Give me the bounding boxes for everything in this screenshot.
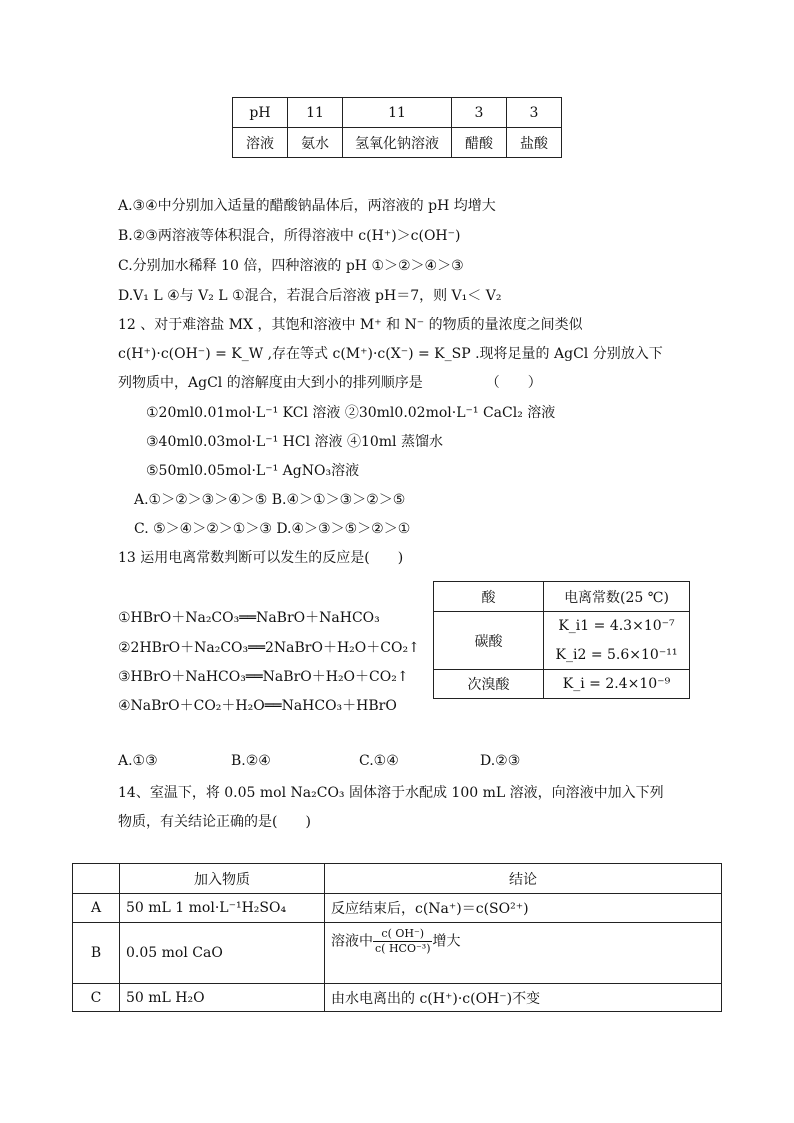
- ph-header-0: pH: [233, 98, 288, 128]
- q14-row-b-label: B: [73, 923, 120, 984]
- q13-reaction-1: ①HBrO＋Na₂CO₃══NaBrO＋NaHCO₃: [118, 610, 380, 626]
- q12-stem-line1: 12 、对于难溶盐 MX ，其饱和溶液中 M⁺ 和 N⁻ 的物质的量浓度之间类似: [118, 317, 583, 333]
- q12-options-cd: C. ⑤＞④＞②＞①＞③ D.④＞③＞⑤＞②＞①: [134, 521, 411, 537]
- q13-option-c: C.①④: [359, 753, 399, 769]
- solution-3: 醋酸: [452, 128, 507, 158]
- q14-row-b-fraction: [373, 927, 432, 956]
- q13-reaction-4: ④NaBrO＋CO₂＋H₂O══NaHCO₃＋HBrO: [118, 698, 397, 714]
- solution-4: 盐酸: [507, 128, 562, 158]
- q13-option-a: A.①③: [118, 753, 158, 769]
- ionization-constant-table: [433, 581, 690, 699]
- q11-option-a: A.③④中分别加入适量的醋酸钠晶体后，两溶液的 pH 均增大: [118, 198, 496, 214]
- q12-stem-line2: c(H⁺)·c(OH⁻) = K_W ,存在等式 c(M⁺)·c(X⁻) = K_SP .现将足量的 AgCl 分别放入下: [118, 346, 663, 362]
- ph-table: [232, 97, 562, 158]
- acid-hypobromous: 次溴酸: [434, 670, 544, 699]
- q13-reaction-3: ③HBrO＋NaHCO₃══NaBrO＋H₂O＋CO₂↑: [118, 669, 409, 685]
- q14-row-a-substance: 50 mL 1 mol·L⁻¹H₂SO₄: [120, 894, 325, 923]
- ph-header-3: 3: [452, 98, 507, 128]
- ph-header-2: 11: [343, 98, 452, 128]
- q14-header-substance: 加入物质: [120, 864, 325, 894]
- q14-header-blank: [73, 864, 120, 894]
- q12-stem-line3: 列物质中，AgCl 的溶解度由大到小的排列顺序是 （ ）: [118, 375, 542, 391]
- constant-k1: K_i1 = 4.3×10⁻⁷: [544, 612, 690, 641]
- q14-row-b-substance: 0.05 mol CaO: [120, 923, 325, 984]
- q14-table: [72, 863, 722, 1012]
- ph-header-1: 11: [288, 98, 343, 128]
- q14-row-b-suffix: 增大: [432, 933, 461, 950]
- q14-row-c-conclusion: 由水电离出的 c(H⁺)·c(OH⁻)不变: [325, 984, 722, 1012]
- solution-label: 溶液: [233, 128, 288, 158]
- q14-row-a-label: A: [73, 894, 120, 923]
- fraction-numerator: c( OH⁻): [373, 927, 432, 942]
- q13-reaction-2: ②2HBrO＋Na₂CO₃══2NaBrO＋H₂O＋CO₂↑: [118, 640, 420, 656]
- q12-item-1: ①20ml0.01mol·L⁻¹ KCl 溶液 ②30ml0.02mol·L⁻¹ CaCl₂ 溶液: [146, 405, 556, 421]
- q14-header-conclusion: 结论: [325, 864, 722, 894]
- q12-item-2: ③40ml0.03mol·L⁻¹ HCl 溶液 ④10ml 蒸馏水: [146, 434, 443, 450]
- q14-row-b-conclusion: [325, 923, 722, 984]
- constant-k2: K_i2 = 5.6×10⁻¹¹: [544, 641, 690, 670]
- q11-option-d: D.V₁ L ④与 V₂ L ①混合，若混合后溶液 pH＝7，则 V₁＜ V₂: [118, 288, 502, 304]
- solution-2: 氢氧化钠溶液: [343, 128, 452, 158]
- q14-stem-line2: 物质，有关结论正确的是( ): [118, 814, 311, 830]
- acid-carbonic: 碳酸: [434, 612, 544, 670]
- q14-stem-line1: 14、室温下，将 0.05 mol Na₂CO₃ 固体溶于水配成 100 mL 溶液，向溶液中加入下列: [118, 785, 664, 801]
- q12-item-3: ⑤50ml0.05mol·L⁻¹ AgNO₃溶液: [146, 463, 360, 479]
- q13-option-b: B.②④: [231, 753, 271, 769]
- fraction-denominator: c( HCO⁻³): [375, 942, 431, 955]
- solution-1: 氨水: [288, 128, 343, 158]
- constant-header: 电离常数(25 ℃): [544, 582, 690, 612]
- acid-header: 酸: [434, 582, 544, 612]
- q12-options-ab: A.①＞②＞③＞④＞⑤ B.④＞①＞③＞②＞⑤: [134, 492, 406, 508]
- q11-option-b: B.②③两溶液等体积混合，所得溶液中 c(H⁺)＞c(OH⁻): [118, 228, 461, 244]
- q13-option-d: D.②③: [480, 753, 521, 769]
- ph-header-4: 3: [507, 98, 562, 128]
- q14-row-b-prefix: 溶液中: [331, 933, 373, 950]
- q14-row-c-substance: 50 mL H₂O: [120, 984, 325, 1012]
- q13-stem: 13 运用电离常数判断可以发生的反应是( ): [118, 550, 404, 566]
- constant-k3: K_i = 2.4×10⁻⁹: [544, 670, 690, 699]
- q11-option-c: C.分别加水稀释 10 倍，四种溶液的 pH ①＞②＞④＞③: [118, 258, 464, 274]
- q14-row-c-label: C: [73, 984, 120, 1012]
- q14-row-a-conclusion: 反应结束后，c(Na⁺)＝c(SO²⁺): [325, 894, 722, 923]
